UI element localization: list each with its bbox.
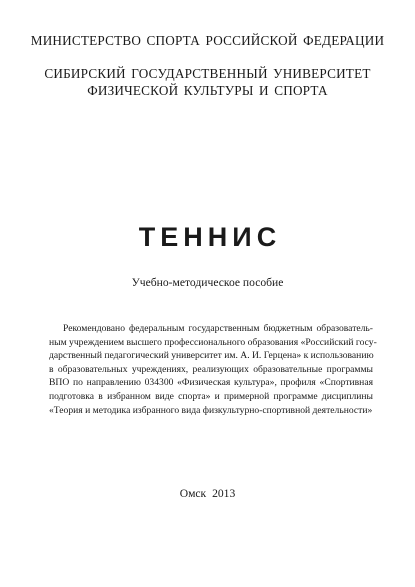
recommendation-line: ВПО по направлению 034300 «Физическая культура», профиля «Спортивная — [49, 377, 373, 389]
university-name-line: СИБИРСКИЙ ГОСУДАРСТВЕННЫЙ УНИВЕРСИТЕТ — [44, 66, 371, 81]
university-name — [0, 65, 415, 99]
recommendation-paragraph — [49, 322, 377, 417]
recommendation-line: ным учреждением высшего профессионального образования «Российский госу- — [49, 336, 377, 348]
ministry-name: МИНИСТЕРСТВО СПОРТА РОССИЙСКОЙ ФЕДЕРАЦИИ — [30, 33, 385, 48]
recommendation-line: в образовательных учреждениях, реализующих образовательные программы — [49, 363, 373, 375]
recommendation-line: подготовка в избранном виде спорта» и примерной программе дисциплины — [49, 390, 373, 402]
recommendation-line: Рекомендовано федеральным государственным бюджетным образователь- — [63, 323, 373, 334]
recommendation-line: «Теория и методика избранного вида физкультурно-спортивной деятельности» — [49, 404, 373, 416]
recommendation-line: дарственный педагогический университет им. А. И. Герцена» к использованию — [49, 350, 374, 362]
document-title: ТЕННИС — [138, 222, 282, 252]
university-name-line: ФИЗИЧЕСКОЙ КУЛЬТУРЫ И СПОРТА — [87, 83, 328, 98]
imprint-city-year: Омск 2013 — [179, 487, 236, 500]
document-subtitle: Учебно-методическое пособие — [131, 276, 284, 289]
